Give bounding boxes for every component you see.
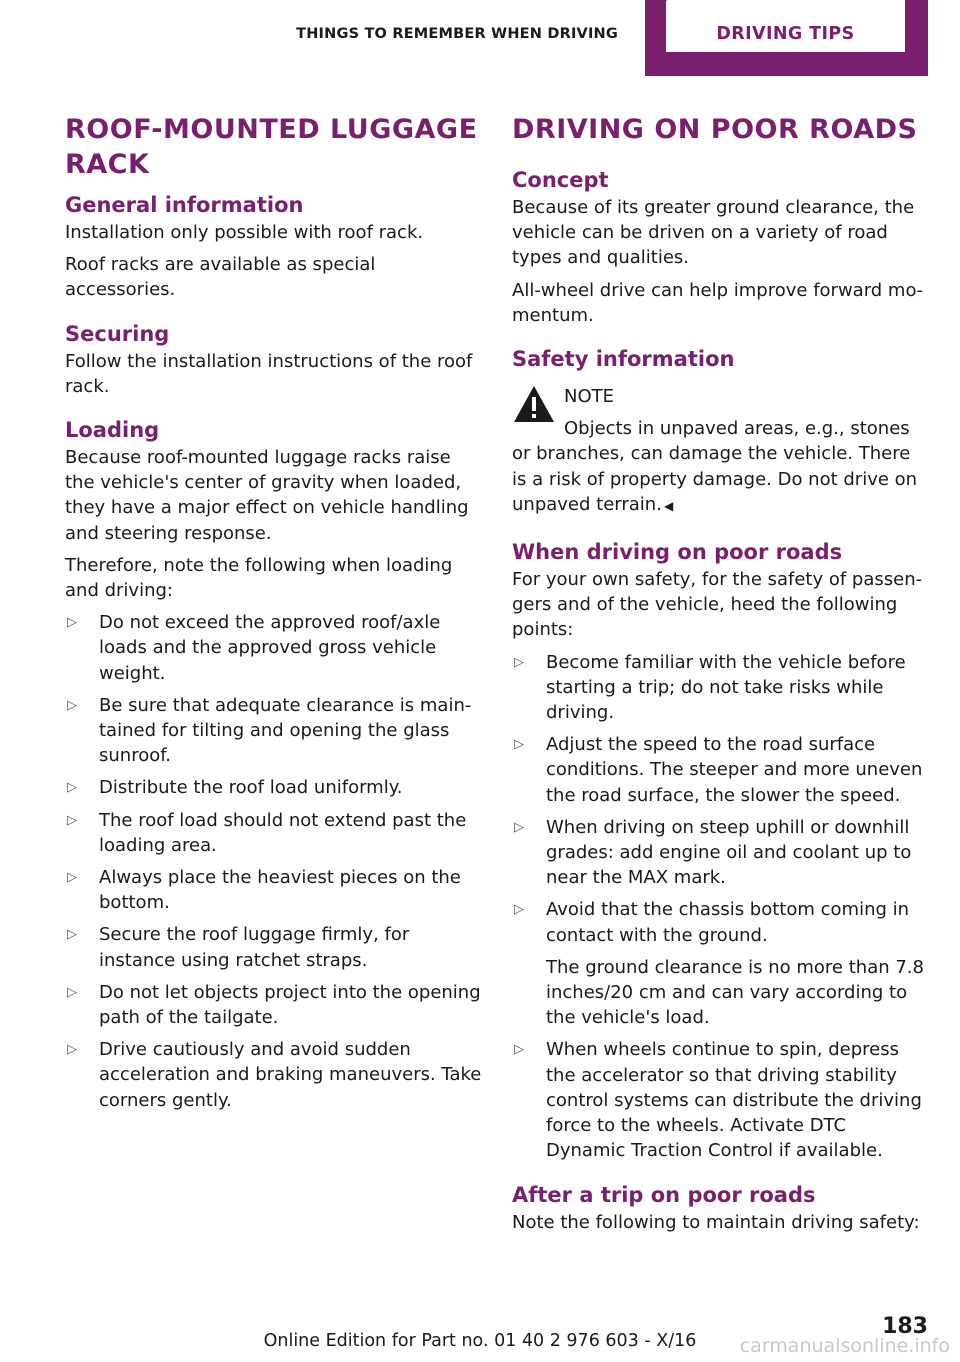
watermark: carmanualsonline.info — [739, 1335, 950, 1357]
triangle-bullet-icon: ▷ — [67, 1042, 77, 1058]
footer-edition: Online Edition for Part no. 01 40 2 976 603 - X/16 — [263, 1331, 697, 1351]
heading-safety-information: Safety information — [512, 347, 735, 372]
poor-roads-list — [512, 650, 930, 1164]
list-item: ▷ When driving on steep uphill or downhill grades: add engine oil and coolant up to near the MAX mark. — [514, 816, 912, 889]
triangle-bullet-icon: ▷ — [514, 654, 524, 670]
triangle-bullet-icon: ▷ — [514, 819, 524, 835]
heading-loading: Loading — [65, 418, 160, 443]
paragraph: Follow the installation instructions of the roof rack. — [65, 350, 473, 397]
end-mark-icon: ◀ — [663, 498, 674, 513]
paragraph: Note the following to maintain driving safety: — [512, 1211, 920, 1233]
triangle-bullet-icon: ▷ — [67, 812, 77, 828]
triangle-bullet-icon: ▷ — [67, 697, 77, 713]
left-column — [65, 112, 483, 1120]
list-item: ▷ The roof load should not extend past the loading area. — [67, 809, 467, 856]
heading-after-trip: After a trip on poor roads — [512, 1182, 816, 1207]
warning-triangle-icon — [512, 384, 556, 424]
note-box — [512, 382, 930, 519]
triangle-bullet-icon: ▷ — [67, 984, 77, 1000]
right-column — [512, 112, 930, 1242]
list-item: ▷ Avoid that the chassis bottom coming in contact with the ground. The ground clearance is no more than 7.8 inches/20 cm and can vary according to the vehicle's load. — [512, 897, 930, 1030]
triangle-bullet-icon: ▷ — [514, 1042, 524, 1058]
paragraph: Because of its greater ground clearance, the vehicle can be driven on a variety of road types and qualities. — [512, 197, 915, 269]
heading-securing: Securing — [65, 321, 170, 346]
paragraph: Installation only possible with roof rack. — [65, 222, 424, 243]
list-item: ▷ Distribute the roof load uniformly. — [65, 775, 483, 800]
triangle-bullet-icon: ▷ — [67, 615, 77, 631]
section-title-roof-rack: ROOF-MOUNTED LUGGAGE RACK — [65, 114, 478, 180]
chapter-tab — [645, 0, 928, 76]
triangle-bullet-icon: ▷ — [67, 927, 77, 943]
paragraph: Therefore, note the following when loading and driving: — [65, 554, 453, 602]
page-number: 183 — [882, 1314, 928, 1339]
loading-list — [65, 610, 483, 1113]
chapter-tab-label: DRIVING TIPS — [716, 24, 855, 44]
list-item-subparagraph: The ground clearance is no more than 7.8 inches/20 cm and can vary according to the vehicle's load. — [546, 956, 924, 1029]
list-item: ▷ Secure the roof luggage firmly, for instance using ratchet straps. — [67, 924, 410, 971]
heading-general-information: General information — [65, 193, 304, 217]
triangle-bullet-icon: ▷ — [514, 737, 524, 753]
running-header-section: THINGS TO REMEMBER WHEN DRIVING — [296, 26, 618, 42]
paragraph: Because roof-mounted luggage racks raise the vehicle's center of gravity when loaded, they have a major effect on vehicle handling and steering response. — [65, 447, 469, 544]
triangle-bullet-icon: ▷ — [514, 902, 524, 918]
list-item: ▷ Drive cautiously and avoid sudden acceleration and braking maneuvers. Take corners gently. — [67, 1039, 482, 1111]
heading-when-driving-poor-roads: When driving on poor roads — [512, 540, 843, 565]
list-item: ▷ Adjust the speed to the road surface conditions. The steeper and more uneven the road surface, the slower the speed. — [514, 734, 923, 806]
section-title-poor-roads: DRIVING ON POOR ROADS — [512, 114, 918, 145]
paragraph: For your own safety, for the safety of passengers and of the vehicle, heed the following points: — [512, 569, 923, 641]
paragraph: All-wheel drive can help improve forward momentum. — [512, 279, 923, 326]
note-text: Objects in unpaved areas, e.g., stones or branches, can damage the vehicle. There is a risk of property damage. Do not drive on unpaved terrain. — [512, 418, 918, 515]
heading-concept: Concept — [512, 168, 609, 192]
list-item: ▷ Become familiar with the vehicle before starting a trip; do not take risks while driving. — [514, 651, 906, 724]
triangle-bullet-icon: ▷ — [67, 870, 77, 886]
note-label: NOTE — [564, 386, 615, 408]
triangle-bullet-icon: ▷ — [67, 780, 77, 796]
list-item: ▷ When wheels continue to spin, depress the accelerator so that driving stability control systems can distribute the driving force to the wheels. Activate DTC Dynamic Traction Control if available. — [514, 1039, 922, 1162]
list-item: ▷ Do not let objects project into the opening path of the tailgate. — [67, 981, 481, 1029]
list-item: ▷ Be sure that adequate clearance is maintained for tilting and opening the glass sunroof. — [67, 694, 472, 767]
paragraph: Roof racks are available as special accessories. — [65, 254, 376, 301]
list-item: ▷ Do not exceed the approved roof/axle loads and the approved gross vehicle weight. — [67, 612, 441, 684]
list-item: ▷ Always place the heaviest pieces on the bottom. — [67, 867, 461, 914]
